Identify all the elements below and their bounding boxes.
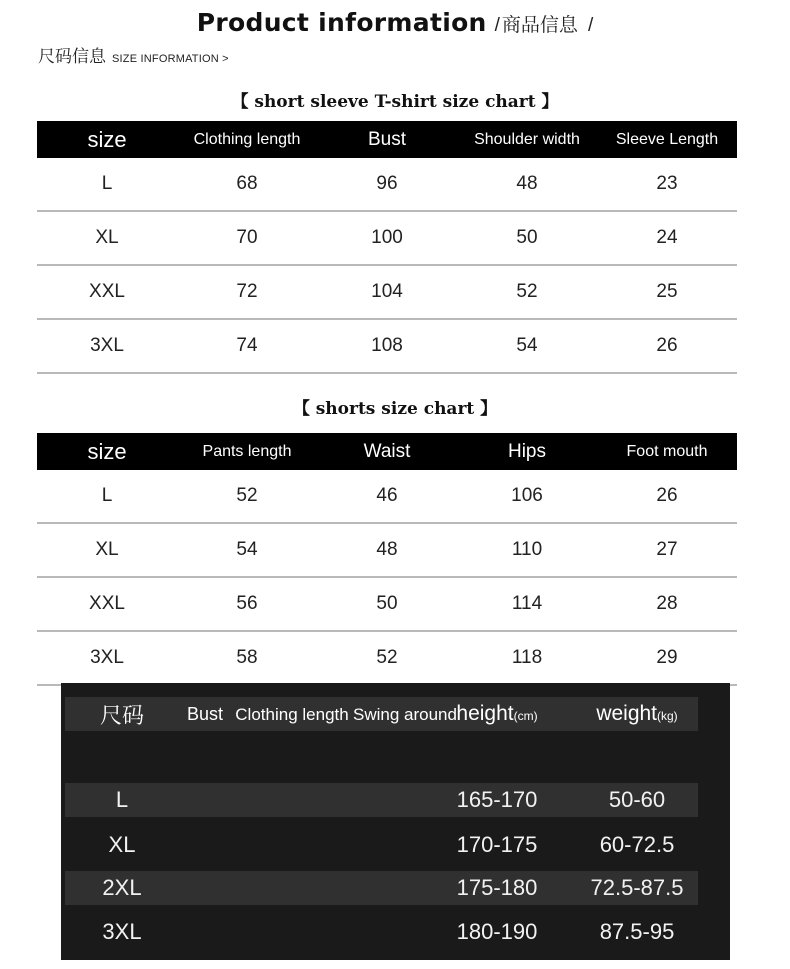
size-cell: XL [108, 832, 136, 857]
height-cell: 175-180 [456, 875, 538, 900]
table-cell: 52 [236, 485, 258, 506]
size-information-en: SIZE INFORMATION > [112, 53, 229, 65]
table-cell: 52 [376, 647, 398, 668]
shorts-table-header [37, 433, 737, 470]
tshirt-chart-title: 【 short sleeve T-shirt size chart 】 [231, 92, 559, 112]
size-information-cn: 尺码信息 [38, 47, 106, 66]
table-cell: 48 [516, 173, 538, 194]
size-cell: XXL [89, 281, 125, 302]
height-cell: 165-170 [456, 787, 538, 812]
table-cell: 26 [656, 485, 678, 506]
table-row [37, 470, 737, 524]
table-cell: 52 [516, 281, 538, 302]
column-header-pants-length: Pants length [202, 443, 292, 460]
table-cell: 72 [236, 281, 258, 302]
tshirt-size-table [37, 121, 737, 374]
table-cell: 100 [371, 227, 403, 248]
table-row [37, 212, 737, 266]
column-header-size: size [87, 438, 127, 464]
column-header-size: size [87, 126, 127, 152]
weight-cell: 87.5-95 [599, 919, 675, 944]
page-title-row [0, 8, 790, 37]
table-cell: 29 [656, 647, 678, 668]
size-cell: L [115, 787, 129, 812]
title-separator: / [494, 15, 500, 36]
table-cell: 74 [236, 335, 258, 356]
column-header-hips: Hips [507, 440, 546, 462]
weight-unit: (kg) [657, 709, 678, 723]
column-header-height [417, 702, 577, 726]
table-cell: 118 [511, 647, 543, 668]
table-cell: 68 [236, 173, 258, 194]
column-header-bust: Bust [367, 128, 407, 150]
table-cell: 108 [371, 335, 403, 356]
table-row [65, 915, 698, 949]
column-header-clothing-length: Clothing length [193, 131, 301, 148]
size-cell: XXL [89, 593, 125, 614]
table-cell: 28 [656, 593, 678, 614]
column-header-sleeve-length: Sleeve Length [615, 131, 719, 148]
size-cell: L [101, 173, 113, 194]
height-cell: 170-175 [456, 832, 538, 857]
height-label: height [456, 702, 514, 725]
size-cell: XL [95, 539, 119, 560]
column-header-weight [577, 702, 697, 726]
page-title-cn: 商品信息 [501, 15, 578, 36]
table-cell: 24 [656, 227, 678, 248]
table-row [37, 632, 737, 686]
table-cell: 27 [656, 539, 678, 560]
table-cell: 56 [236, 593, 258, 614]
weight-cell: 60-72.5 [599, 832, 675, 857]
table-cell: 48 [376, 539, 398, 560]
shorts-chart-title: 【 shorts size chart 】 [292, 399, 498, 419]
fit-guide-panel [61, 683, 730, 960]
column-header-waist: Waist [363, 440, 411, 462]
size-cell: 3XL [102, 919, 142, 944]
table-row [65, 828, 698, 862]
table-row [37, 524, 737, 578]
column-header-size-cn: 尺码 [99, 702, 144, 728]
table-cell: 50 [376, 593, 398, 614]
size-cell: 3XL [90, 647, 124, 668]
title-separator-end: / [587, 15, 594, 36]
size-cell: 3XL [90, 335, 124, 356]
weight-label: weight [596, 702, 658, 725]
column-header-foot-mouth: Foot mouth [626, 443, 708, 460]
table-cell: 23 [656, 173, 678, 194]
size-cell: 2XL [102, 875, 142, 900]
table-cell: 25 [656, 281, 678, 302]
weight-cell: 72.5-87.5 [590, 875, 684, 900]
table-cell: 104 [371, 281, 403, 302]
table-cell: 114 [511, 593, 543, 614]
page-title: Product information [196, 8, 487, 37]
table-cell: 96 [376, 173, 398, 194]
table-cell: 110 [511, 539, 543, 560]
table-cell: 106 [511, 485, 543, 506]
table-cell: 70 [236, 227, 258, 248]
table-row [37, 320, 737, 374]
table-row [65, 783, 698, 817]
table-row [65, 871, 698, 905]
weight-cell: 50-60 [608, 787, 666, 812]
table-row [37, 158, 737, 212]
table-cell: 26 [656, 335, 678, 356]
height-cell: 180-190 [456, 919, 538, 944]
table-cell: 54 [516, 335, 538, 356]
height-unit: (cm) [513, 709, 538, 723]
column-header-clothing-length: Clothing length [235, 704, 349, 724]
table-cell: 58 [236, 647, 258, 668]
size-cell: L [101, 485, 113, 506]
size-cell: XL [95, 227, 119, 248]
tshirt-table-header [37, 121, 737, 158]
column-header-shoulder-width: Shoulder width [474, 131, 580, 148]
table-row [37, 578, 737, 632]
column-header-swing-around: Swing around [353, 704, 457, 724]
shorts-size-table [37, 433, 737, 686]
table-cell: 50 [516, 227, 538, 248]
table-row [37, 266, 737, 320]
table-cell: 54 [236, 539, 258, 560]
table-cell: 46 [376, 485, 398, 506]
size-information-subhead [38, 42, 229, 67]
fit-guide-header [65, 697, 698, 731]
column-header-bust: Bust [186, 703, 224, 724]
